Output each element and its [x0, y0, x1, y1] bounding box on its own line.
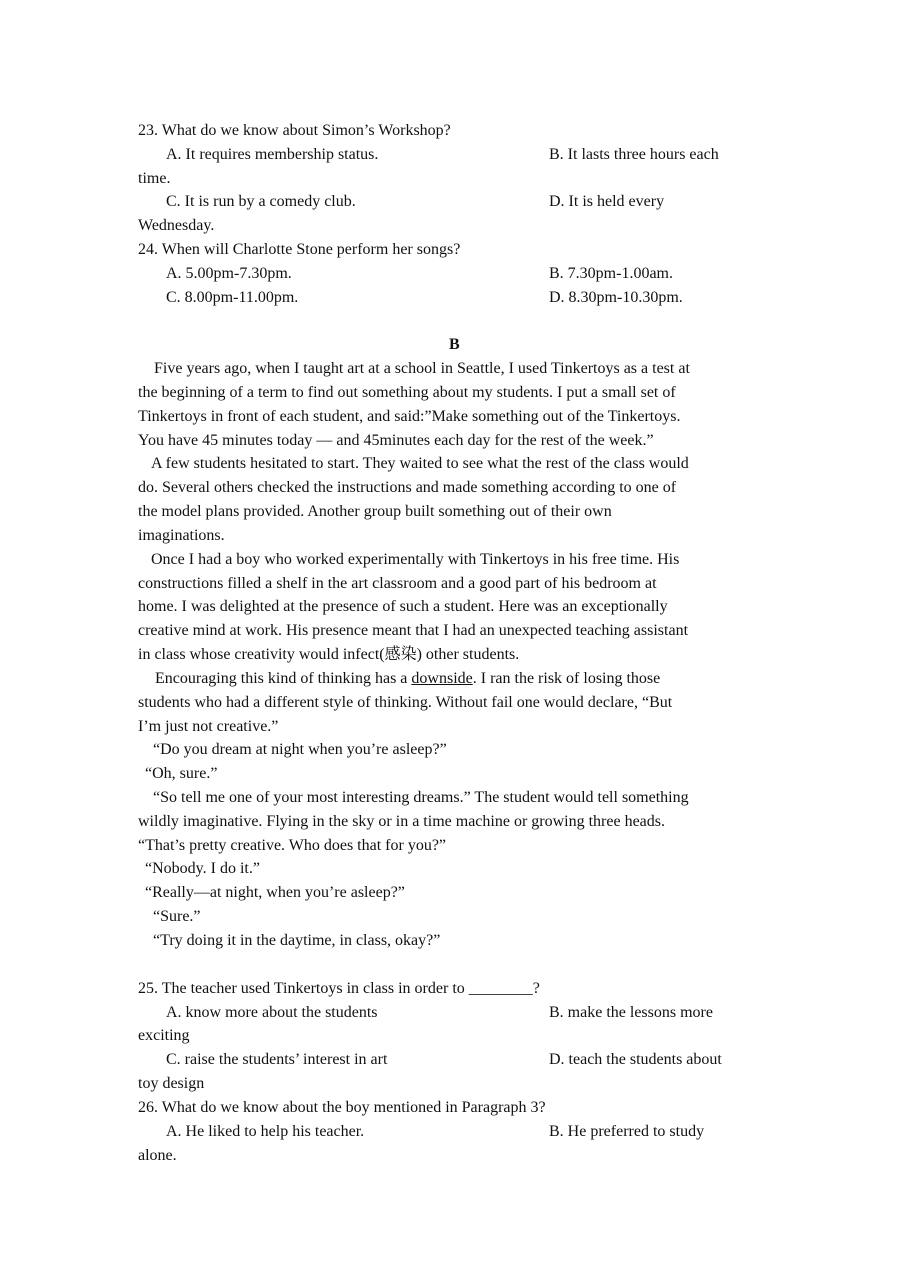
question-23-option-b-wrap: time.	[138, 170, 171, 187]
question-26-option-b-wrap: alone.	[138, 1147, 177, 1164]
question-25-option-d: D. teach the students about	[549, 1051, 722, 1068]
question-23-option-d: D. It is held every	[549, 193, 665, 210]
question-26-option-a: A. He liked to help his teacher.	[166, 1123, 365, 1140]
dialogue-line: “Do you dream at night when you’re asleep?”	[153, 741, 447, 758]
passage-p1-line: You have 45 minutes today — and 45minutes each day for the rest of the week.”	[138, 432, 654, 449]
passage-p3-line: constructions filled a shelf in the art classroom and a good part of his bedroom at	[138, 575, 657, 592]
passage-p1-line: the beginning of a term to find out something about my students. I put a small set of	[138, 384, 676, 401]
passage-p3-line: creative mind at work. His presence meant that I had an unexpected teaching assistant	[138, 622, 689, 639]
question-24-stem: 24. When will Charlotte Stone perform her songs?	[138, 241, 461, 258]
question-23-option-a: A. It requires membership status.	[166, 146, 379, 163]
question-24-option-d: D. 8.30pm-10.30pm.	[549, 289, 683, 306]
question-25-option-a: A. know more about the students	[166, 1004, 378, 1021]
question-25-option-b-wrap: exciting	[138, 1027, 190, 1044]
question-24-option-c: C. 8.00pm-11.00pm.	[166, 289, 299, 306]
question-25-option-b: B. make the lessons more	[549, 1004, 713, 1021]
question-23-option-c: C. It is run by a comedy club.	[166, 193, 356, 210]
passage-p2-line: the model plans provided. Another group built something out of their own	[138, 503, 612, 520]
passage-p1-line: Tinkertoys in front of each student, and said:”Make something out of the Tinkertoys.	[138, 408, 681, 425]
question-25-option-c: C. raise the students’ interest in art	[166, 1051, 388, 1068]
dialogue-line: wildly imaginative. Flying in the sky or in a time machine or growing three heads.	[138, 813, 665, 830]
underlined-word-downside: downside	[411, 670, 473, 687]
passage-p2-line: imaginations.	[138, 527, 225, 544]
passage-p1-line: Five years ago, when I taught art at a school in Seattle, I used Tinkertoys as a test at	[150, 360, 690, 377]
passage-p2-line: A few students hesitated to start. They waited to see what the rest of the class would	[151, 455, 689, 472]
passage-p4-line: I’m just not creative.”	[138, 718, 279, 735]
dialogue-line: “Oh, sure.”	[145, 765, 218, 782]
question-23-stem: 23. What do we know about Simon’s Workshop?	[138, 122, 451, 139]
dialogue-line: “So tell me one of your most interesting dreams.” The student would tell something	[153, 789, 689, 806]
passage-p3-line: home. I was delighted at the presence of such a student. Here was an exceptionally	[138, 598, 668, 615]
passage-p2-line: do. Several others checked the instructions and made something according to one of	[138, 479, 677, 496]
question-23-option-b: B. It lasts three hours each	[549, 146, 719, 163]
passage-p4-text: Encouraging this kind of thinking has a	[155, 670, 412, 687]
dialogue-line: “Try doing it in the daytime, in class, okay?”	[153, 932, 441, 949]
question-24-option-b: B. 7.30pm-1.00am.	[549, 265, 673, 282]
dialogue-line: “Really—at night, when you’re asleep?”	[145, 884, 405, 901]
question-23-option-d-wrap: Wednesday.	[138, 217, 215, 234]
question-25-option-d-wrap: toy design	[138, 1075, 205, 1092]
dialogue-line: “That’s pretty creative. Who does that for you?”	[138, 837, 447, 854]
passage-p4-line	[155, 669, 660, 689]
passage-p4-line: students who had a different style of thinking. Without fail one would declare, “But	[138, 694, 673, 711]
question-26-stem: 26. What do we know about the boy mentioned in Paragraph 3?	[138, 1099, 546, 1116]
passage-p3-line: Once I had a boy who worked experimentally with Tinkertoys in his free time. His	[151, 551, 680, 568]
question-26-option-b: B. He preferred to study	[549, 1123, 705, 1140]
passage-p3-line: in class whose creativity would infect(感染) other students.	[138, 646, 520, 663]
question-25-stem: 25. The teacher used Tinkertoys in class in order to ________?	[138, 980, 540, 997]
section-b-heading: B	[449, 336, 460, 353]
dialogue-line: “Nobody. I do it.”	[145, 860, 260, 877]
dialogue-line: “Sure.”	[153, 908, 201, 925]
passage-p4-text: . I ran the risk of losing those	[472, 670, 661, 687]
question-24-option-a: A. 5.00pm-7.30pm.	[166, 265, 292, 282]
